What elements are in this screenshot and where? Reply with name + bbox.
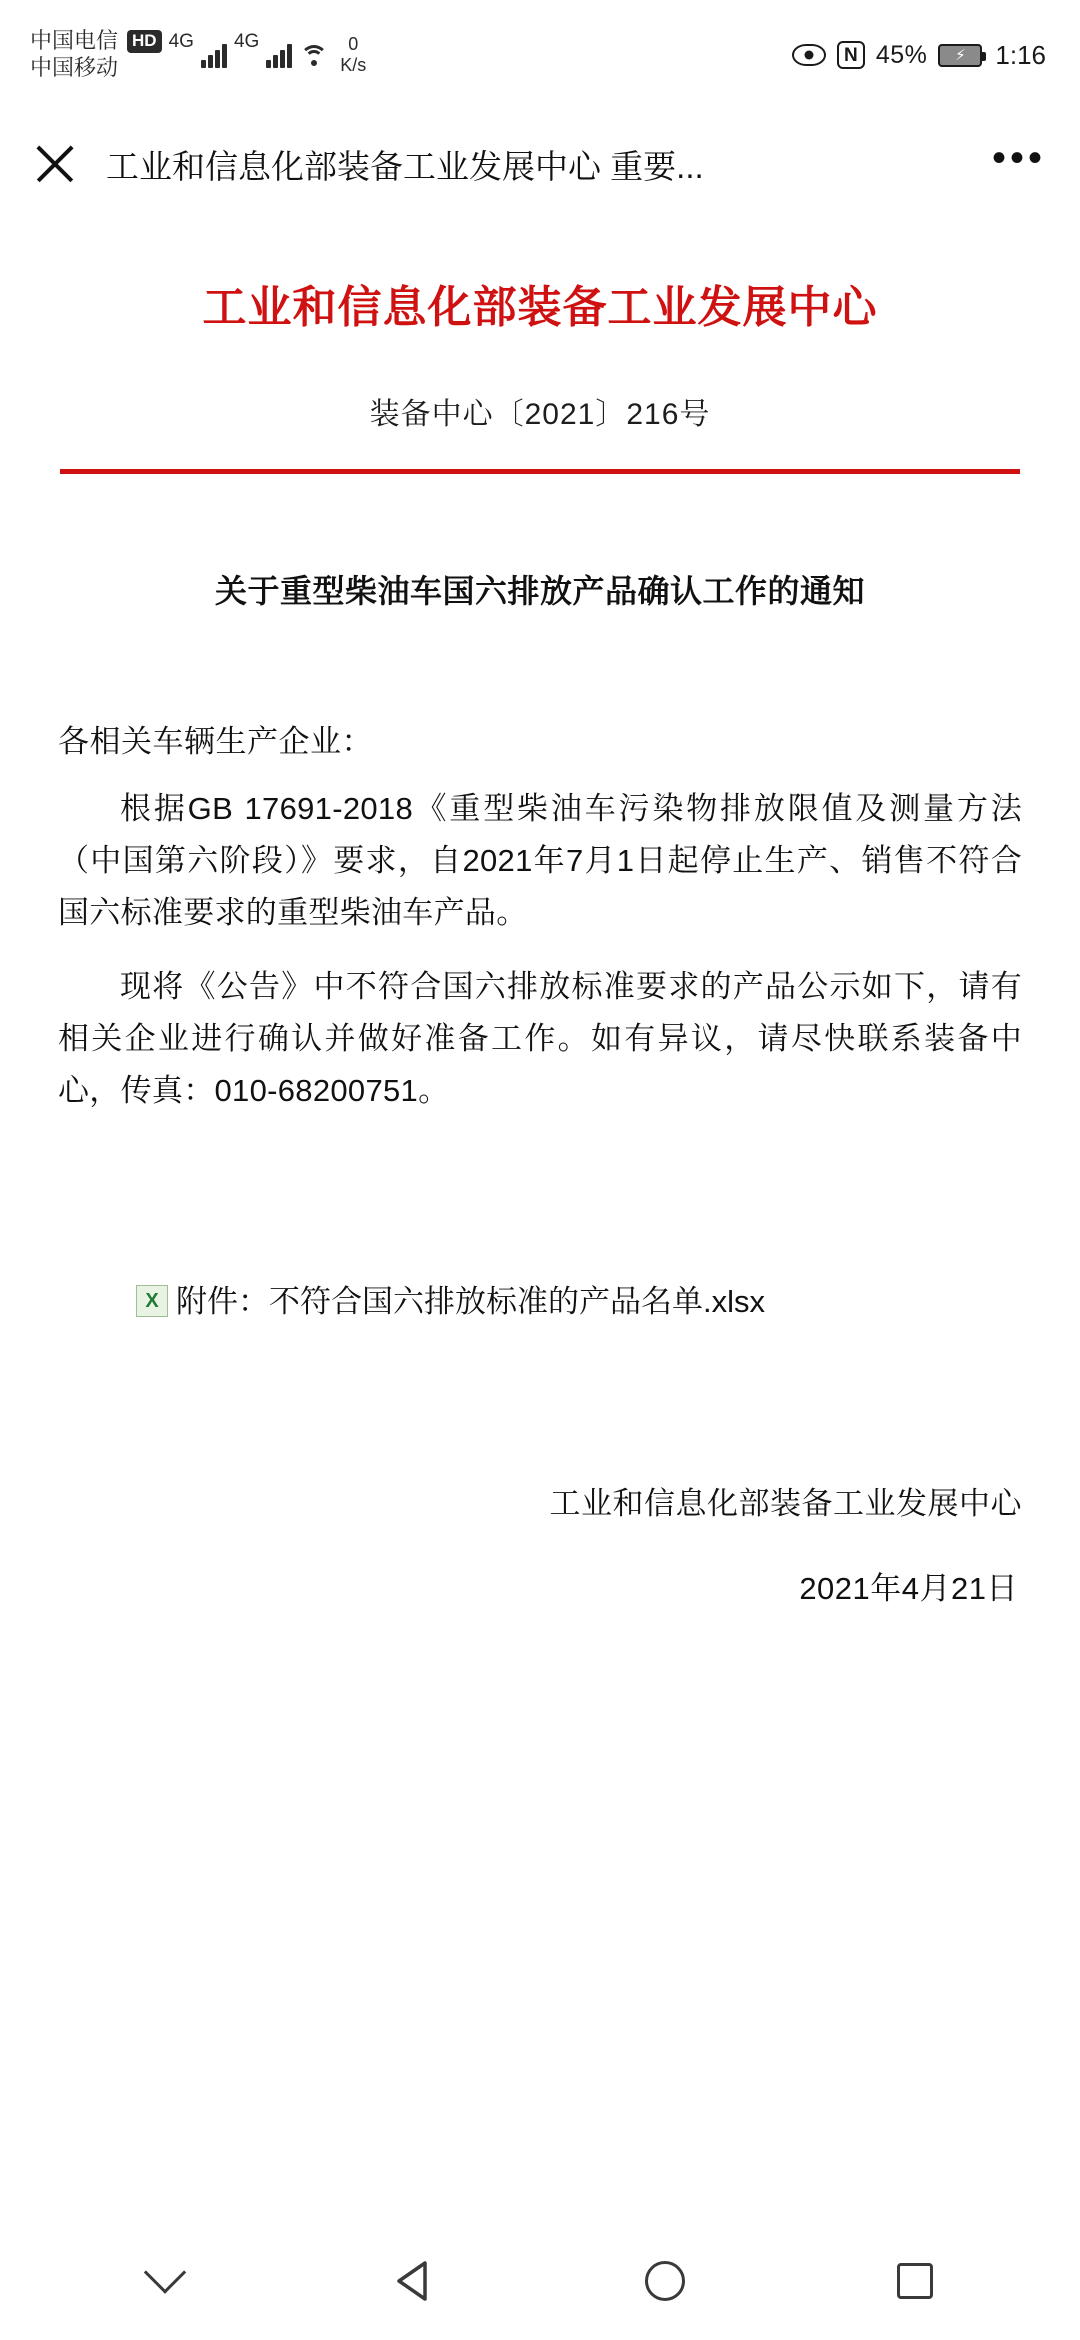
network-type-1: 4G (168, 31, 194, 53)
chevron-down-icon[interactable] (110, 2241, 220, 2321)
charging-bolt-icon: ⚡ (955, 46, 966, 64)
status-bar (0, 0, 1080, 110)
signal-bars-icon-2 (266, 42, 292, 68)
network-speed-unit: K/s (340, 55, 367, 75)
wifi-icon (299, 43, 329, 67)
attachment-link[interactable] (58, 1277, 1022, 1327)
back-triangle-icon[interactable] (360, 2241, 470, 2321)
network-type-2: 4G (233, 31, 260, 53)
document-number: 装备中心〔2021〕216号 (369, 398, 711, 431)
red-divider (60, 469, 1020, 474)
signature-org: 工业和信息化部装备工业发展中心 (549, 1485, 1022, 1521)
system-navigation-bar (0, 2222, 1080, 2340)
battery-percent: 45% (875, 40, 928, 69)
document-subject: 关于重型柴油车国六排放产品确认工作的通知 (214, 573, 865, 609)
network-speed-value: 0 (348, 34, 359, 55)
recents-square-icon[interactable] (860, 2241, 970, 2321)
status-bar-left (30, 28, 366, 82)
document-org-header: 工业和信息化部装备工业发展中心 (202, 282, 878, 333)
document-body[interactable] (0, 218, 1080, 2222)
hd-badge: HD (127, 30, 162, 52)
battery-icon (938, 44, 982, 67)
app-title-bar (0, 110, 1080, 218)
document-salutation: 各相关车辆生产企业： (58, 724, 373, 759)
document-paragraph-2: 现将《公告》中不符合国六排放标准要求的产品公示如下，请有相关企业进行确认并做好准备工作。如有异议，请尽快联系装备中心，传真：010-68200751。 (58, 969, 1022, 1109)
excel-file-icon (136, 1285, 168, 1317)
carrier-secondary: 中国移动 (30, 55, 119, 80)
signature-date: 2021年4月21日 (799, 1570, 1018, 1606)
status-clock: 1:16 (995, 39, 1046, 70)
signal-bars-icon (201, 42, 227, 68)
nfc-icon: N (837, 41, 865, 69)
more-options-icon[interactable]: ••• (991, 136, 1046, 180)
page-title: 工业和信息化部装备工业发展中心 重要... (106, 147, 704, 185)
network-speed (340, 34, 366, 75)
attachment-label[interactable]: 附件：不符合国六排放标准的产品名单.xlsx (176, 1284, 765, 1320)
close-icon[interactable] (28, 137, 82, 191)
document-paragraph-1: 根据GB 17691-2018《重型柴油车污染物排放限值及测量方法（中国第六阶段）》要求，自2021年7月1日起停止生产、销售不符合国六标准要求的重型柴油车产品。 (58, 791, 1022, 931)
eye-care-icon (792, 44, 826, 66)
home-circle-icon[interactable] (610, 2241, 720, 2321)
carrier-names (30, 28, 118, 82)
carrier-primary: 中国电信 (30, 28, 119, 54)
status-bar-right (792, 40, 1046, 71)
